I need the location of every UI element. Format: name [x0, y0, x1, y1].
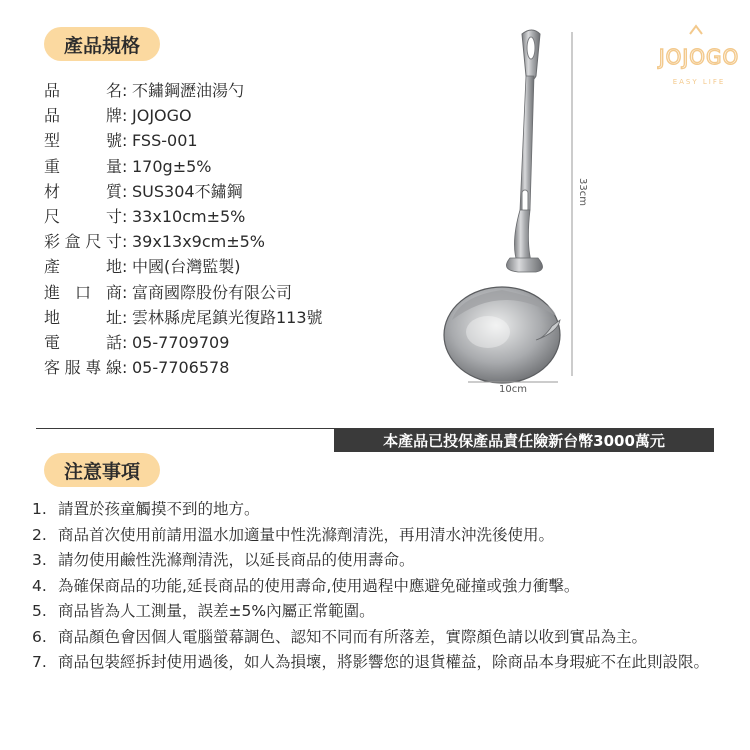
- spec-colon: :: [122, 332, 128, 352]
- spec-value: FSS-001: [132, 131, 198, 151]
- spec-colon: :: [122, 81, 128, 100]
- spec-label-char: 商: [105, 282, 122, 302]
- spec-section-title: 產品規格: [44, 27, 160, 61]
- spec-label: [44, 154, 122, 179]
- jojogo-logo: [656, 14, 742, 100]
- notice-text: 商品皆為人工測量，誤差±5%內屬正常範圍。: [58, 602, 375, 620]
- spec-value: 富商國際股份有限公司: [132, 282, 293, 302]
- spec-label-char: 寸: [105, 232, 122, 252]
- spec-label: [44, 280, 122, 305]
- spec-value: JOJOGO: [132, 106, 192, 126]
- spec-colon: :: [122, 282, 128, 302]
- notice-section-title: 注意事項: [44, 453, 160, 487]
- notice-item: [32, 548, 722, 574]
- spec-value: 33x10cm±5%: [132, 206, 246, 226]
- spec-colon: :: [122, 206, 128, 226]
- spec-label: [44, 204, 122, 229]
- spec-label-char: 型: [44, 131, 61, 151]
- spec-colon: :: [122, 232, 128, 252]
- spec-value: 雲林縣虎尾鎮光復路113號: [132, 307, 323, 327]
- spec-label-char: 重: [44, 156, 61, 176]
- spec-label-char: 專: [85, 358, 102, 378]
- spec-colon: :: [122, 307, 128, 327]
- spec-colon: :: [122, 131, 128, 151]
- notice-text: 商品首次使用前請用溫水加適量中性洗滌劑清洗，再用清水沖洗後使用。: [58, 525, 555, 544]
- spec-label-char: 服: [64, 358, 81, 378]
- spec-value: 中國(台灣監製): [132, 257, 241, 277]
- notice-text: 為確保商品的功能,延長商品的使用壽命,使用過程中應避免碰撞或強力衝擊。: [58, 576, 580, 595]
- notice-item: [32, 574, 722, 600]
- spec-label-char: 電: [44, 332, 61, 352]
- notice-text: 商品顏色會因個人電腦螢幕調色、認知不同而有所落差，實際顏色請以收到實品為主。: [58, 627, 648, 646]
- spec-colon: :: [122, 106, 128, 126]
- logo-tagline: EASY LIFE: [672, 78, 726, 86]
- spec-label-char: 尺: [85, 232, 102, 252]
- spec-value: 05-7706578: [132, 358, 230, 378]
- spec-label-char: 產: [44, 257, 61, 277]
- notice-number: 5.: [32, 602, 47, 620]
- notice-number: 4.: [32, 576, 47, 595]
- notice-item: [32, 497, 722, 523]
- spec-colon: :: [122, 358, 128, 378]
- notice-number: 2.: [32, 525, 47, 544]
- spec-label-char: 地: [44, 307, 61, 327]
- spec-label-char: 地: [105, 257, 122, 277]
- notice-number: 3.: [32, 551, 47, 569]
- spec-value: 170g±5%: [132, 156, 212, 176]
- spec-label-char: 品: [44, 81, 61, 100]
- spec-label-char: 名: [105, 81, 122, 100]
- notice-text: 商品包裝經拆封使用過後，如人為損壞，將影響您的退貨權益，除商品本身瑕疵不在此則設限。: [58, 653, 710, 671]
- spec-colon: :: [122, 156, 128, 176]
- spec-label: [44, 305, 122, 330]
- spec-label-char: 材: [44, 181, 61, 201]
- spec-value: SUS304不鏽鋼: [132, 181, 243, 201]
- spec-label-char: 彩: [44, 232, 61, 252]
- spec-label-char: 號: [105, 131, 122, 151]
- spec-label-char: 口: [74, 282, 91, 302]
- spec-label: [44, 103, 122, 128]
- notice-item: [32, 625, 722, 651]
- spec-colon: :: [122, 257, 128, 277]
- spec-label-char: 質: [105, 181, 122, 201]
- notice-text: 請置於孩童觸摸不到的地方。: [58, 500, 260, 518]
- spec-label: [44, 330, 122, 355]
- spec-label-char: 線: [105, 358, 122, 378]
- notice-item: [32, 599, 722, 625]
- logo-roof-icon: [690, 26, 702, 34]
- spec-label-char: 尺: [44, 206, 61, 226]
- spec-value: 不鏽鋼瀝油湯勺: [132, 81, 245, 100]
- notice-list: [32, 497, 722, 676]
- spec-label-char: 量: [105, 156, 122, 176]
- spec-label-char: 盒: [64, 232, 81, 252]
- spec-value: 05-7709709: [132, 332, 230, 352]
- height-dimension-label: 33cm: [577, 178, 588, 206]
- spec-label: [44, 229, 122, 254]
- notice-number: 1.: [32, 500, 47, 518]
- spec-label-char: 話: [105, 332, 122, 352]
- spec-label: [44, 78, 122, 103]
- spec-value: 39x13x9cm±5%: [132, 232, 266, 252]
- spec-label: [44, 355, 122, 380]
- logo-brand-text: JOJOGO: [658, 45, 740, 69]
- spec-colon: :: [122, 181, 128, 201]
- spec-label: [44, 254, 122, 279]
- ladle-product-image: [440, 20, 640, 400]
- spec-label: [44, 179, 122, 204]
- insurance-banner: 本產品已投保產品責任險新台幣3000萬元: [334, 429, 714, 452]
- notice-number: 6.: [32, 627, 47, 646]
- notice-number: 7.: [32, 653, 47, 671]
- spec-label-char: 品: [44, 106, 61, 126]
- notice-item: [32, 523, 722, 549]
- spec-label: [44, 128, 122, 153]
- spec-label-char: 牌: [105, 106, 122, 126]
- width-dimension-label: 10cm: [499, 384, 527, 395]
- spec-label-char: 址: [105, 307, 122, 327]
- notice-item: [32, 650, 722, 676]
- notice-text: 請勿使用鹼性洗滌劑清洗，以延長商品的使用壽命。: [58, 551, 415, 569]
- spec-label-char: 客: [44, 358, 61, 378]
- spec-label-char: 寸: [105, 206, 122, 226]
- spec-label-char: 進: [44, 282, 61, 302]
